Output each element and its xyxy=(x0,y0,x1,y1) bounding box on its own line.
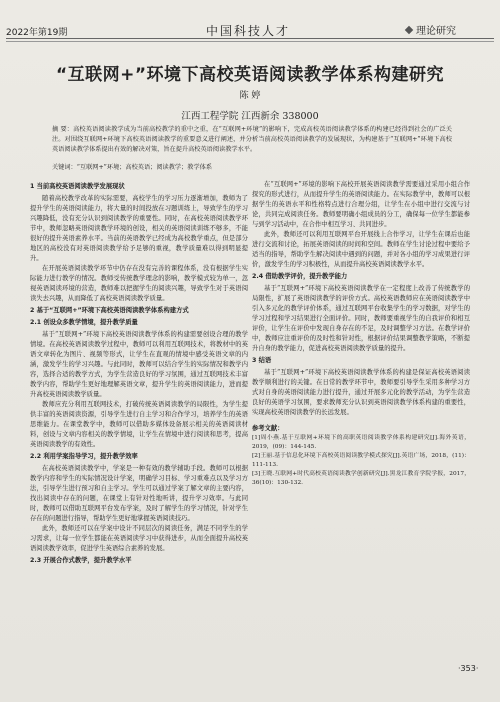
paragraph: 教师应充分利用互联网技术，打破传统英语阅读教学的局限性，为学生提供丰富的英语阅读资源，引导学生进行自主学习和合作学习，培养学生的英语思维能力。在课堂教学中，教师可以借助多媒体设备展示相关的英语阅读材料，创设与文章内容相关的教学情境，让学生在情境中进行阅读和思考，提高英语阅读教学的有效性。 xyxy=(30,401,248,448)
article-title: “互联网+”环境下高校英语阅读教学体系构建研究 xyxy=(55,65,445,85)
left-column xyxy=(30,180,248,568)
header-rule xyxy=(6,38,494,39)
section-heading: 2.3 开展合作式教学，提升教学水平 xyxy=(30,557,132,564)
section-heading: 2.1 创设众多教学情境，提升教学质量 xyxy=(30,319,138,326)
section-heading: 1 当前高校英语阅读教学发展现状 xyxy=(30,183,125,190)
reference-item: [2]王丽.基于信息化环境下高校英语阅读教学模式探究[J].英语广场，2018，(11)：111-113. xyxy=(252,453,470,468)
page-number: ·353· xyxy=(458,664,479,673)
affiliation: 江西工程学院 江西新余 338000 xyxy=(181,111,319,122)
section-label: 理论研究 xyxy=(406,22,456,37)
paragraph: 基于“互联网+”环境下高校英语阅读教学体系的构建需要创设合理的教学情境。在高校英语阅读教学过程中，教师可以利用互联网技术，将教材中的英语文章转化为图片、视频等形式，让学生在直观的情境中感受英语文章的内涵，激发学生的学习兴趣。与此同时，教师可以结合学生的实际情况和教学内容，选择合适的教学方式，为学生营造良好的学习氛围，通过互联网技术丰富教学内容，帮助学生更好地理解英语文章，提升学生的英语阅读能力，进而提升高校英语阅读教学质量。 xyxy=(30,331,248,398)
running-header xyxy=(0,22,500,48)
section-heading: 2.2 利用学案指导学习，提升教学效率 xyxy=(30,453,138,460)
paragraph: 基于“互联网+”环境下高校英语阅读教学在一定程度上改善了传统教学的局限性，扩展了英语阅读教学的评价方式。高校英语教师应在英语阅读教学中引入多元化的教学评价体系，通过互联网平台收集学生的学习数据，对学生的学习过程和学习结果进行全面评价。同时，教师要重视学生的自我评价和相互评价，让学生在评价中发现自身存在的不足，及时调整学习方法。在教学评价中，教师应注重评价的及时性和针对性，根据评价结果调整教学策略，不断提升自身的教学能力，促进高校英语阅读教学质量的提升。 xyxy=(252,285,470,352)
paragraph: 在高校英语阅读教学中，学案是一种有效的教学辅助手段。教师可以根据教学内容和学生的实际情况设计学案，明确学习目标、学习重难点以及学习方法，引导学生进行预习和自主学习。学生可以通过学案了解文章的主要内容，找出阅读中存在的问题，在课堂上有针对性地听讲，提升学习效率。与此同时，教师可以借助互联网平台发布学案，及时了解学生的学习情况，针对学生存在的问题进行指导，帮助学生更好地掌握英语阅读技巧。 xyxy=(30,465,248,522)
reference-item: [1]周小燕.基于互联网+环境下的高职英语阅读教学体系构建研究[J].海外英语，2019，(09)：144-145. xyxy=(252,435,470,450)
paragraph: 基于“互联网+”环境下高校英语阅读教学体系的构建是保证高校英语阅读教学顺利进行的关键。在日常的教学环节中，教师要引导学生采用多种学习方式对自身的英语阅读能力进行提升，通过开展多元化的教学活动，为学生营造良好的英语学习氛围，要求教师充分认识到英语阅读教学体系构建的重要性，实现高校英语阅读教学的长远发展。 xyxy=(252,369,470,416)
issue-label: 2022年第19期 xyxy=(6,28,68,38)
right-column xyxy=(252,180,470,488)
paragraph: 此外，教师还可以利用互联网平台开展线上合作学习，让学生在课后也能进行交流和讨论，拓展英语阅读的时间和空间。教师在学生讨论过程中要给予适当的指导，帮助学生解决阅读中遇到的问题，并对各小组的学习成果进行评价，激发学生的学习积极性，从而提升高校英语阅读教学水平。 xyxy=(252,231,470,268)
section-heading: 3 结语 xyxy=(252,357,272,364)
paragraph: 在开展英语阅读教学环节中仍存在没有完善的课程体系，没有根据学生实际能力进行教学的情况。教师受传统教学理念的影响，教学模式较为单一，忽视英语阅读环境的营造，教师难以把握学生的阅读兴趣，导致学生对于英语阅读失去兴趣，从而降低了高校英语阅读教学质量。 xyxy=(30,265,248,302)
abstract: 摘 要：高校英语阅读教学成为当前高校教学的重中之重，在“互联网+环境”的影响下，完成高校英语阅读教学体系的构建已经得到社会的广泛关注。对围绕互联网+环境下高校英语阅读教学的重要意义进行阐述，并分析当前高校英语阅读教学的发展现状，为构建基于“互联网+”环境下高校英语阅读教学体系提出有效的解决对策，旨在提升高校英语阅读教学水平。 xyxy=(52,126,452,153)
header-rule-thin xyxy=(6,41,494,42)
reference-item: [3]王晓.互联网+时代高校英语阅读教学创新研究[J].黑龙江教育学院学报，2017，36(10)：130-132. xyxy=(252,471,470,486)
paragraph: 随着高校教学改革的实际需要，高校学生的学习压力逐渐增加，教师为了提升学生的英语阅读能力，将大量的时间投放在习题训练上，导致学生的学习兴趣降低，没有充分认识到阅读教学的重要性。同时，在高校英语阅读教学环节中，教师忽略英语阅读教学环境的创设，相关的英语阅读训练不够多，不能很好的提升英语素养水平。当前的英语教学已经成为高校教学重点，但是部分地区的高校没有对英语阅读教学给予足够的重视，教学质量难以得到明显提升。 xyxy=(30,195,248,262)
paragraph: 此外，教师还可以在学案中设计不同层次的阅读任务，满足不同学生的学习需求，让每一位学生都能在英语阅读学习中获得进步，从而全面提升高校英语阅读教学效率，促进学生英语综合素养的发展。 xyxy=(30,525,248,552)
references-heading: 参考文献： xyxy=(252,425,284,432)
journal-name: 中国科技人才 xyxy=(206,24,291,38)
author: 陈 婷 xyxy=(239,91,261,101)
section-heading: 2.4 借助教学评价，提升教学能力 xyxy=(252,273,348,280)
keywords: 关键词：“互联网+”环境；高校英语；阅读教学；教学体系 xyxy=(52,164,213,171)
paragraph: 在“互联网+”环境的影响下高校开展英语阅读教学需要通过采用小组合作探究的形式进行，从而提升学生的英语阅读能力。在实际教学中，教师可以根据学生的英语水平和性格特点进行合理分组，让学生在小组中进行交流与讨论，共同完成阅读任务。教师要明确小组成员的分工，确保每一位学生都能参与到学习活动中，在合作中相互学习、共同进步。 xyxy=(252,181,470,228)
section-heading: 2 基于“互联网+”环境下高校英语阅读教学体系构建方式 xyxy=(30,307,189,314)
